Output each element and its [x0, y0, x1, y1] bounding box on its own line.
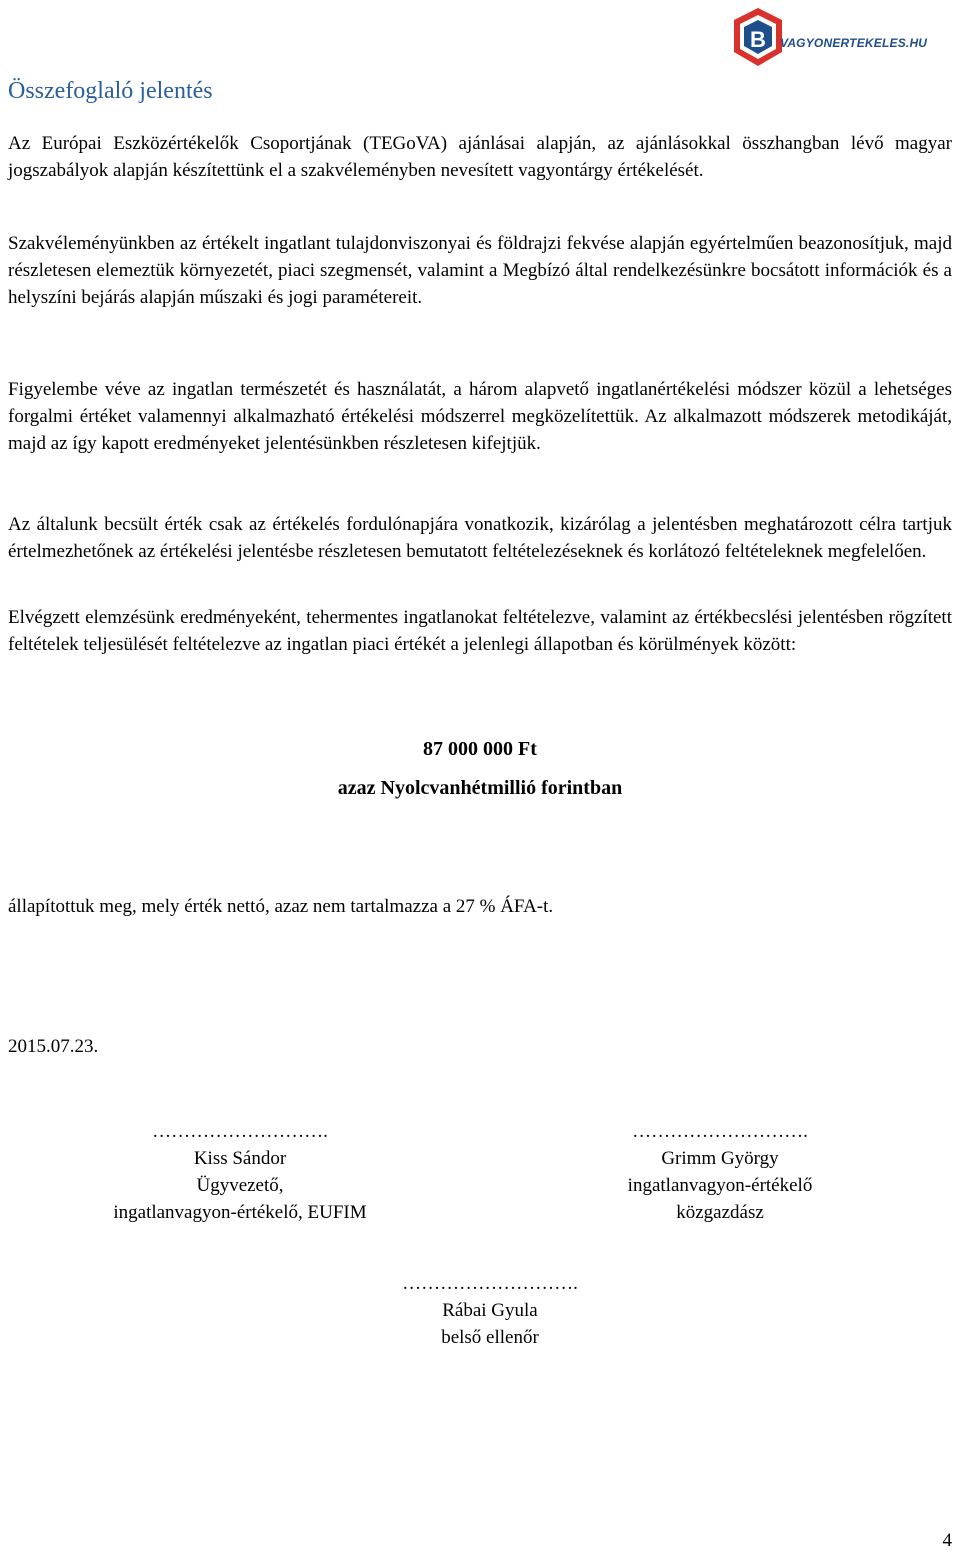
paragraph-3: Figyelembe véve az ingatlan természetét és használatát, a három alapvető ingatlanértékelési módszer közül a lehetséges forgalmi értéket valamennyi alkalmazható értékelési módszerrel megközelítettük. Az alkalmazott módszerek metodikáját, majd az így kapott eredményeket jelentésünkben részletesen kifejtjük. [8, 379, 952, 454]
signer-role: ingatlanvagyon-értékelő, EUFIM [113, 1202, 367, 1223]
valuation-amount: 87 000 000 Ft [423, 738, 537, 760]
closing-statement: állapítottuk meg, mely érték nettó, azaz nem tartalmazza a 27 % ÁFA-t. [8, 896, 554, 917]
signature-right [520, 1118, 920, 1226]
signature-bottom [290, 1270, 690, 1351]
signer-role: ingatlanvagyon-értékelő [627, 1175, 813, 1196]
valuation-in-words: azaz Nyolcvanhétmillió forintban [337, 777, 623, 799]
signature-line: ………………………. [402, 1273, 578, 1294]
signer-role: belső ellenőr [441, 1327, 539, 1348]
logo-letter: B [750, 27, 766, 52]
page-number: 4 [942, 1530, 952, 1551]
paragraph-1: Az Európai Eszközértékelők Csoportjának (TEGoVA) ajánlásai alapján, az ajánlásokkal összhangban lévő magyar jogszabályok alapján készítettünk el a szakvéleményben nevesített vagyontárgy értékelését. [8, 133, 952, 181]
signature-line: ………………………. [632, 1121, 808, 1142]
signer-name: Rábai Gyula [442, 1300, 538, 1321]
paragraph-4: Az általunk becsült érték csak az értékelés fordulónapjára vonatkozik, kizárólag a jelentésben meghatározott célra tartjuk értelmezhetőnek az értékelési jelentésbe részletesen bemutatott feltételezéseknek és korlátozó feltételeknek megfelelően. [8, 514, 952, 562]
signer-name: Kiss Sándor [193, 1148, 287, 1169]
signer-name: Grimm György [661, 1148, 779, 1169]
signer-role: közgazdász [676, 1202, 764, 1223]
paragraph-5: Elvégzett elemzésünk eredményeként, tehermentes ingatlanokat feltételezve, valamint az értékbecslési jelentésben rögzített feltételek teljesülését feltételezve az ingatlan piaci értékét a jelenlegi állapotban és körülmények között: [8, 607, 952, 655]
page-title: Összefoglaló jelentés [8, 78, 213, 104]
paragraph-2: Szakvéleményünkben az értékelt ingatlant tulajdonviszonyai és földrajzi fekvése alapján egyértelműen beazonosítjuk, majd részletesen elemeztük környezetét, piaci szegmensét, valamint a Megbízó által rendelkezésünkre bocsátott információk és a helyszíni bejárás alapján műszaki és jogi paramétereit. [8, 233, 952, 308]
signer-role: Ügyvezető, [196, 1175, 284, 1196]
logo-text: VAGYONERTEKELES.HU [780, 36, 928, 50]
signature-line: ………………………. [152, 1121, 328, 1142]
document-date: 2015.07.23. [8, 1036, 99, 1057]
signature-left [40, 1118, 440, 1226]
